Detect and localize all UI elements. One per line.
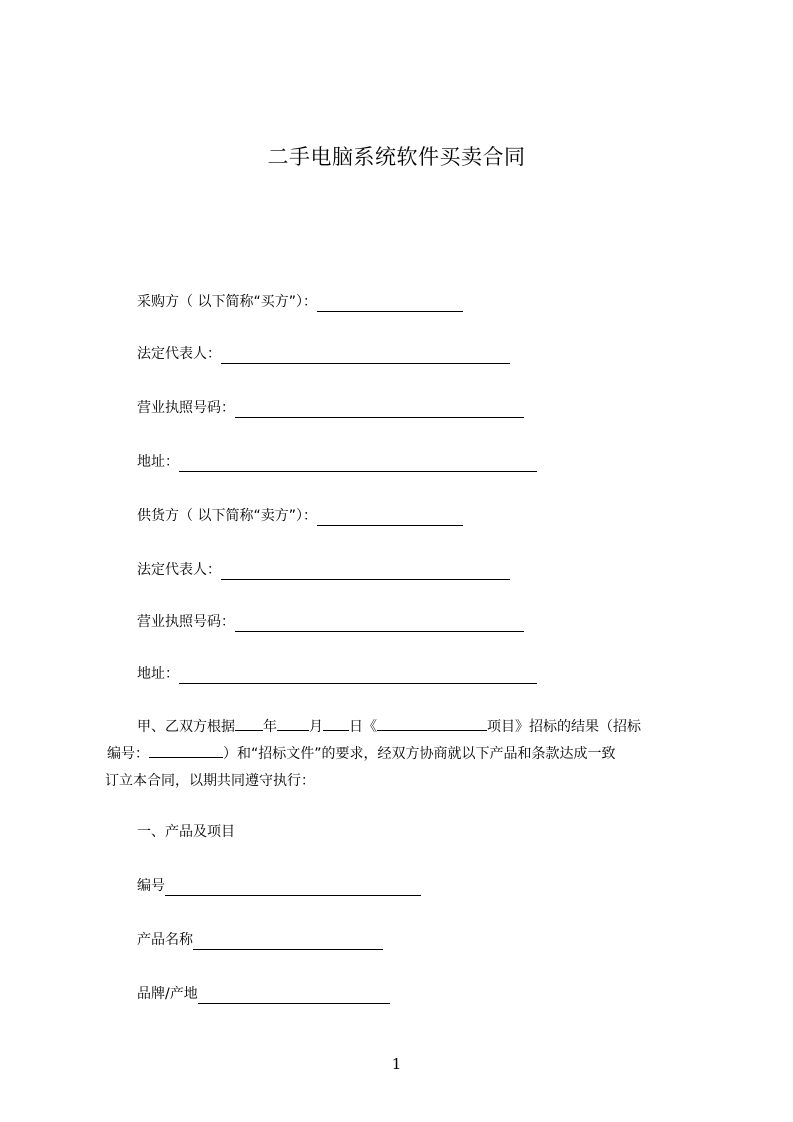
product-number-field — [137, 876, 421, 896]
brand-origin-label: 品牌/产地 — [137, 986, 198, 1002]
preamble-text: ）和“招标文件”的要求，经双方协商就以下产品和条款达成一致 — [223, 746, 616, 762]
seller-name-blank[interactable] — [317, 508, 463, 526]
product-number-label: 编号 — [137, 878, 165, 894]
section-1-heading: 一、产品及项目 — [137, 824, 235, 840]
buyer-address-field — [137, 452, 537, 472]
buyer-rep-blank[interactable] — [221, 346, 510, 364]
seller-license-label: 营业执照号码： — [137, 614, 235, 630]
product-name-blank[interactable] — [193, 932, 383, 950]
day-label: 日《 — [349, 719, 377, 735]
seller-name-label: 供货方（ 以下简称“卖方”）： — [137, 508, 317, 524]
product-name-label: 产品名称 — [137, 932, 193, 948]
year-label: 年 — [263, 719, 277, 735]
seller-rep-label: 法定代表人： — [137, 562, 221, 578]
buyer-address-blank[interactable] — [179, 454, 537, 472]
brand-origin-field — [137, 984, 390, 1004]
project-blank[interactable] — [377, 715, 487, 731]
preamble-line-3: 订立本合同，以期共同遵守执行： — [105, 773, 315, 789]
buyer-license-blank[interactable] — [235, 400, 524, 418]
buyer-license-field — [137, 398, 524, 418]
buyer-license-label: 营业执照号码： — [137, 400, 235, 416]
preamble-paragraph — [105, 714, 705, 795]
contract-title: 二手电脑系统软件买卖合同 — [267, 145, 526, 169]
buyer-rep-field — [137, 344, 510, 364]
seller-license-field — [137, 612, 524, 632]
preamble-text: 甲、乙双方根据 — [137, 719, 235, 735]
project-text: 项目》招标的结果（招标 — [487, 719, 641, 735]
page-number: 1 — [391, 1055, 402, 1073]
preamble-line-2 — [105, 741, 705, 768]
product-name-field — [137, 930, 383, 950]
seller-rep-field — [137, 560, 510, 580]
product-number-blank[interactable] — [165, 878, 421, 896]
day-blank[interactable] — [323, 715, 349, 731]
buyer-name-blank[interactable] — [317, 294, 463, 312]
brand-origin-blank[interactable] — [198, 986, 390, 1004]
buyer-address-label: 地址： — [137, 454, 179, 470]
seller-address-label: 地址： — [137, 666, 179, 682]
seller-address-blank[interactable] — [179, 666, 537, 684]
buyer-name-field — [137, 292, 463, 312]
month-blank[interactable] — [277, 715, 309, 731]
seller-license-blank[interactable] — [235, 614, 524, 632]
preamble-line-1 — [105, 714, 705, 741]
tender-number-blank[interactable] — [149, 742, 223, 758]
seller-rep-blank[interactable] — [221, 562, 510, 580]
seller-address-field — [137, 664, 537, 684]
year-blank[interactable] — [235, 715, 263, 731]
buyer-name-label: 采购方（ 以下简称“买方”）： — [137, 294, 317, 310]
month-label: 月 — [309, 719, 323, 735]
buyer-rep-label: 法定代表人： — [137, 346, 221, 362]
tender-number-label: 编号： — [107, 746, 149, 762]
seller-name-field — [137, 506, 463, 526]
